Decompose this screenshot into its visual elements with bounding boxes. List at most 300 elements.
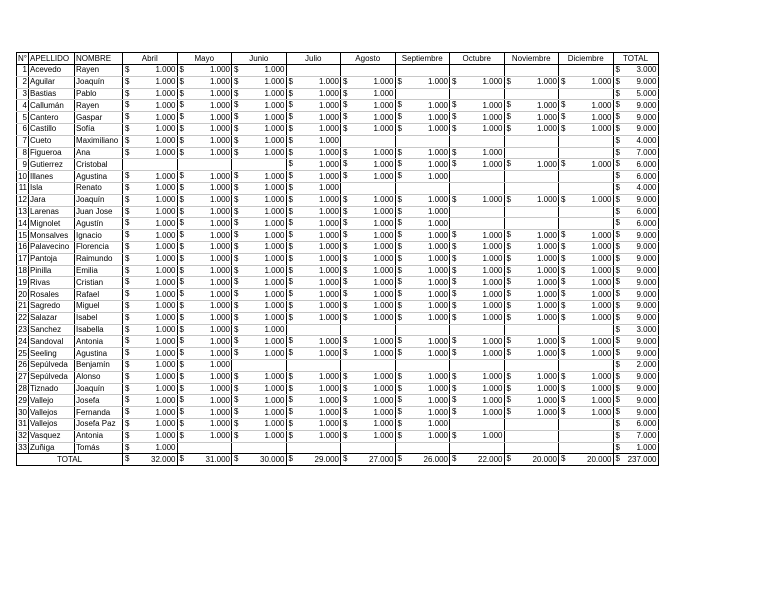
currency-sign: $: [343, 300, 348, 310]
month-amount: 1.000: [536, 277, 557, 287]
row-total-cell: [613, 277, 658, 289]
currency-sign: $: [561, 123, 566, 133]
month-cell: [123, 418, 178, 430]
month-amount: 1.000: [482, 254, 503, 264]
currency-sign: $: [288, 383, 293, 393]
month-amount: 1.000: [264, 218, 285, 228]
currency-sign: $: [288, 454, 293, 464]
currency-sign: $: [179, 418, 184, 428]
month-amount: 1.000: [482, 242, 503, 252]
month-cell: [395, 65, 450, 77]
currency-sign: $: [452, 336, 457, 346]
month-amount: 1.000: [155, 431, 176, 441]
month-amount: 1.000: [482, 336, 503, 346]
month-amount: 1.000: [264, 277, 285, 287]
month-amount: 1.000: [264, 65, 285, 75]
row-total-amount: 1.000: [636, 442, 657, 452]
month-cell: [504, 65, 559, 77]
row-total-cell: [613, 182, 658, 194]
month-amount: 1.000: [427, 431, 448, 441]
table-row: [17, 289, 659, 301]
currency-sign: $: [343, 206, 348, 216]
month-amount: 1.000: [264, 301, 285, 311]
month-cell: [450, 206, 505, 218]
month-amount: 1.000: [373, 242, 394, 252]
row-nombre: Ignacio: [75, 230, 123, 242]
month-cell: [559, 123, 614, 135]
row-total-amount: 9.000: [636, 124, 657, 134]
month-cell: [504, 277, 559, 289]
row-apellido: Castillo: [29, 123, 75, 135]
row-apellido: Illanes: [29, 171, 75, 183]
currency-sign: $: [234, 371, 239, 381]
month-cell: [123, 76, 178, 88]
currency-sign: $: [452, 76, 457, 86]
currency-sign: $: [125, 371, 130, 381]
month-cell: [341, 395, 396, 407]
month-amount: 1.000: [591, 100, 612, 110]
month-cell: [177, 407, 232, 419]
month-cell: [123, 312, 178, 324]
currency-sign: $: [506, 230, 511, 240]
month-cell: [559, 241, 614, 253]
currency-sign: $: [234, 277, 239, 287]
row-nombre: Raimundo: [75, 253, 123, 265]
row-total-amount: 7.000: [636, 431, 657, 441]
currency-sign: $: [125, 135, 130, 145]
month-cell: [450, 371, 505, 383]
currency-sign: $: [506, 371, 511, 381]
month-cell: [286, 171, 341, 183]
currency-sign: $: [125, 359, 130, 369]
currency-sign: $: [615, 171, 620, 181]
month-cell: [504, 230, 559, 242]
currency-sign: $: [561, 300, 566, 310]
month-amount: 1.000: [264, 195, 285, 205]
month-cell: [286, 159, 341, 171]
month-cell: [450, 100, 505, 112]
currency-sign: $: [506, 336, 511, 346]
currency-sign: $: [179, 241, 184, 251]
currency-sign: $: [179, 300, 184, 310]
month-cell: [450, 171, 505, 183]
table-row: [17, 159, 659, 171]
row-total-cell: [613, 418, 658, 430]
month-amount: 1.000: [209, 431, 230, 441]
month-cell: [341, 348, 396, 360]
row-total-amount: 2.000: [636, 360, 657, 370]
month-cell: [232, 289, 287, 301]
table-row: [17, 407, 659, 419]
month-amount: 1.000: [318, 171, 339, 181]
currency-sign: $: [125, 194, 130, 204]
month-cell: [559, 112, 614, 124]
month-cell: [123, 171, 178, 183]
month-cell: [395, 371, 450, 383]
currency-sign: $: [288, 407, 293, 417]
month-amount: 1.000: [591, 254, 612, 264]
month-amount: 1.000: [427, 230, 448, 240]
row-nombre: Rayen: [75, 65, 123, 77]
row-apellido: Vallejo: [29, 395, 75, 407]
header-month: Junio: [232, 53, 287, 65]
row-apellido: Aguilar: [29, 76, 75, 88]
month-cell: [286, 241, 341, 253]
currency-sign: $: [234, 253, 239, 263]
month-amount: 1.000: [264, 407, 285, 417]
month-amount: 1.000: [155, 372, 176, 382]
row-total-cell: [613, 324, 658, 336]
currency-sign: $: [615, 100, 620, 110]
currency-sign: $: [179, 76, 184, 86]
month-amount: 1.000: [209, 372, 230, 382]
month-amount: 1.000: [318, 183, 339, 193]
currency-sign: $: [397, 171, 402, 181]
currency-sign: $: [615, 194, 620, 204]
month-amount: 1.000: [482, 301, 503, 311]
currency-sign: $: [506, 300, 511, 310]
row-number: 32: [18, 431, 27, 441]
month-cell: [341, 112, 396, 124]
currency-sign: $: [179, 324, 184, 334]
table-row: [17, 241, 659, 253]
month-amount: 1.000: [373, 419, 394, 429]
month-cell: [559, 418, 614, 430]
currency-sign: $: [179, 277, 184, 287]
month-amount: 1.000: [318, 431, 339, 441]
month-cell: [341, 100, 396, 112]
header-total: TOTAL: [613, 53, 658, 65]
currency-sign: $: [288, 88, 293, 98]
month-amount: 1.000: [155, 88, 176, 98]
month-cell: [232, 218, 287, 230]
month-cell: [177, 135, 232, 147]
currency-sign: $: [452, 230, 457, 240]
month-amount: 1.000: [373, 372, 394, 382]
totals-row: [17, 454, 659, 466]
month-amount: 1.000: [591, 242, 612, 252]
month-cell: [559, 206, 614, 218]
total-amount: 26.000: [423, 454, 448, 464]
table-row: [17, 265, 659, 277]
month-amount: 1.000: [209, 218, 230, 228]
row-number: 33: [18, 442, 27, 452]
currency-sign: $: [125, 171, 130, 181]
month-amount: 1.000: [427, 124, 448, 134]
currency-sign: $: [179, 135, 184, 145]
month-cell: [559, 182, 614, 194]
currency-sign: $: [234, 312, 239, 322]
month-amount: 1.000: [591, 372, 612, 382]
month-amount: 1.000: [318, 277, 339, 287]
currency-sign: $: [179, 218, 184, 228]
month-cell: [395, 171, 450, 183]
month-amount: 1.000: [264, 289, 285, 299]
currency-sign: $: [125, 312, 130, 322]
month-cell: [450, 418, 505, 430]
currency-sign: $: [288, 135, 293, 145]
month-cell: [177, 241, 232, 253]
row-nombre: Juan Jose: [75, 206, 123, 218]
total-cell: [504, 454, 559, 466]
currency-sign: $: [397, 241, 402, 251]
month-cell: [504, 312, 559, 324]
month-cell: [395, 194, 450, 206]
row-total-amount: 9.000: [636, 265, 657, 275]
currency-sign: $: [615, 383, 620, 393]
month-amount: 1.000: [155, 124, 176, 134]
month-cell: [450, 289, 505, 301]
row-nombre: Agustín: [75, 218, 123, 230]
row-apellido: Pantoja: [29, 253, 75, 265]
month-cell: [232, 230, 287, 242]
row-total-cell: [613, 241, 658, 253]
table-row: [17, 123, 659, 135]
row-total-cell: [613, 206, 658, 218]
table-row: [17, 135, 659, 147]
row-apellido: Vallejos: [29, 407, 75, 419]
month-amount: 1.000: [373, 124, 394, 134]
month-amount: 1.000: [209, 100, 230, 110]
row-total-amount: 9.000: [636, 230, 657, 240]
currency-sign: $: [397, 430, 402, 440]
month-amount: 1.000: [155, 383, 176, 393]
month-amount: 1.000: [155, 147, 176, 157]
month-amount: 1.000: [209, 407, 230, 417]
currency-sign: $: [615, 65, 620, 74]
month-amount: 1.000: [536, 124, 557, 134]
month-amount: 1.000: [318, 124, 339, 134]
month-cell: [341, 65, 396, 77]
currency-sign: $: [343, 123, 348, 133]
currency-sign: $: [179, 371, 184, 381]
row-number: 26: [18, 360, 27, 370]
month-cell: [504, 182, 559, 194]
month-cell: [232, 241, 287, 253]
row-nombre: Antonia: [75, 430, 123, 442]
header-apellido: APELLIDO: [29, 53, 75, 65]
month-cell: [395, 348, 450, 360]
table-row: [17, 147, 659, 159]
row-nombre: Miguel: [75, 300, 123, 312]
total-cell: [286, 454, 341, 466]
month-amount: 1.000: [482, 372, 503, 382]
currency-sign: $: [234, 289, 239, 299]
row-number: 16: [18, 242, 27, 252]
row-nombre: Isabella: [75, 324, 123, 336]
currency-sign: $: [125, 182, 130, 192]
currency-sign: $: [125, 265, 130, 275]
month-cell: [286, 407, 341, 419]
currency-sign: $: [234, 76, 239, 86]
currency-sign: $: [506, 383, 511, 393]
month-amount: 1.000: [318, 242, 339, 252]
row-number: 3: [17, 88, 29, 100]
month-cell: [286, 265, 341, 277]
month-cell: [341, 371, 396, 383]
row-apellido: Monsalves: [29, 230, 75, 242]
month-cell: [123, 359, 178, 371]
month-cell: [450, 112, 505, 124]
month-amount: 1.000: [264, 395, 285, 405]
currency-sign: $: [179, 395, 184, 405]
month-cell: [232, 206, 287, 218]
month-cell: [286, 182, 341, 194]
currency-sign: $: [615, 300, 620, 310]
month-cell: [395, 300, 450, 312]
month-cell: [232, 359, 287, 371]
month-cell: [123, 348, 178, 360]
currency-sign: $: [234, 206, 239, 216]
currency-sign: $: [452, 194, 457, 204]
month-amount: 1.000: [209, 112, 230, 122]
row-total-cell: [613, 112, 658, 124]
row-nombre: Joaquín: [75, 194, 123, 206]
currency-sign: $: [343, 218, 348, 228]
month-cell: [123, 407, 178, 419]
row-total-amount: 9.000: [636, 242, 657, 252]
row-total-cell: [613, 371, 658, 383]
month-cell: [123, 277, 178, 289]
currency-sign: $: [179, 336, 184, 346]
month-cell: [341, 336, 396, 348]
header-num: N°: [18, 53, 27, 63]
table-row: [17, 218, 659, 230]
currency-sign: $: [179, 123, 184, 133]
month-amount: 1.000: [155, 395, 176, 405]
row-total-amount: 5.000: [636, 88, 657, 98]
month-cell: [341, 277, 396, 289]
row-total-cell: [613, 359, 658, 371]
currency-sign: $: [179, 182, 184, 192]
month-amount: 1.000: [209, 77, 230, 87]
row-apellido: Salazar: [29, 312, 75, 324]
month-amount: 1.000: [427, 100, 448, 110]
row-nombre: Tomás: [75, 442, 123, 454]
month-cell: [559, 289, 614, 301]
row-total-amount: 9.000: [636, 277, 657, 287]
currency-sign: $: [397, 123, 402, 133]
currency-sign: $: [343, 277, 348, 287]
currency-sign: $: [234, 418, 239, 428]
month-cell: [504, 206, 559, 218]
currency-sign: $: [343, 454, 348, 464]
month-cell: [177, 171, 232, 183]
currency-sign: $: [506, 407, 511, 417]
month-amount: 1.000: [264, 112, 285, 122]
month-cell: [286, 395, 341, 407]
row-total-amount: 4.000: [636, 136, 657, 146]
currency-sign: $: [397, 383, 402, 393]
month-cell: [177, 383, 232, 395]
table-row: [17, 171, 659, 183]
row-nombre: Agustina: [75, 171, 123, 183]
month-amount: 1.000: [209, 383, 230, 393]
month-cell: [395, 312, 450, 324]
month-amount: 1.000: [209, 289, 230, 299]
month-amount: 1.000: [482, 147, 503, 157]
month-cell: [450, 407, 505, 419]
month-cell: [286, 418, 341, 430]
month-cell: [504, 100, 559, 112]
total-cell: [395, 454, 450, 466]
month-cell: [504, 218, 559, 230]
row-total-amount: 6.000: [636, 171, 657, 181]
month-amount: 1.000: [536, 112, 557, 122]
row-total-amount: 4.000: [636, 183, 657, 193]
month-amount: 1.000: [318, 230, 339, 240]
currency-sign: $: [179, 289, 184, 299]
currency-sign: $: [452, 454, 457, 464]
month-cell: [395, 100, 450, 112]
currency-sign: $: [615, 442, 620, 452]
row-apellido: Rosales: [29, 289, 75, 301]
row-total-cell: [613, 159, 658, 171]
table-row: [17, 194, 659, 206]
month-amount: 1.000: [427, 395, 448, 405]
table-row: [17, 100, 659, 112]
month-cell: [232, 348, 287, 360]
row-nombre: Benjamín: [75, 359, 123, 371]
month-amount: 1.000: [155, 171, 176, 181]
month-cell: [286, 300, 341, 312]
month-amount: 1.000: [373, 431, 394, 441]
row-total-cell: [613, 348, 658, 360]
currency-sign: $: [234, 336, 239, 346]
month-cell: [559, 171, 614, 183]
month-cell: [232, 112, 287, 124]
month-cell: [504, 348, 559, 360]
table-row: [17, 76, 659, 88]
row-nombre: Fernanda: [75, 407, 123, 419]
row-number: 18: [18, 265, 27, 275]
currency-sign: $: [615, 395, 620, 405]
month-amount: 1.000: [209, 313, 230, 323]
month-cell: [232, 88, 287, 100]
month-cell: [123, 253, 178, 265]
month-amount: 1.000: [318, 206, 339, 216]
month-amount: 1.000: [209, 171, 230, 181]
month-cell: [123, 194, 178, 206]
currency-sign: $: [397, 230, 402, 240]
currency-sign: $: [343, 407, 348, 417]
month-amount: 1.000: [209, 277, 230, 287]
currency-sign: $: [343, 253, 348, 263]
month-amount: 1.000: [318, 383, 339, 393]
month-amount: 1.000: [536, 372, 557, 382]
month-cell: [504, 430, 559, 442]
month-cell: [232, 65, 287, 77]
month-amount: 1.000: [536, 265, 557, 275]
month-cell: [559, 336, 614, 348]
row-apellido: Vallejos: [29, 418, 75, 430]
month-cell: [232, 324, 287, 336]
month-cell: [559, 230, 614, 242]
row-total-amount: 7.000: [636, 147, 657, 157]
row-nombre: Cristian: [75, 277, 123, 289]
month-amount: 1.000: [536, 289, 557, 299]
month-cell: [177, 336, 232, 348]
month-cell: [504, 112, 559, 124]
month-cell: [123, 371, 178, 383]
row-number: 12: [18, 195, 27, 205]
month-cell: [450, 230, 505, 242]
row-apellido: Bastias: [29, 88, 75, 100]
month-amount: 1.000: [318, 313, 339, 323]
currency-sign: $: [288, 112, 293, 122]
month-cell: [123, 218, 178, 230]
currency-sign: $: [397, 418, 402, 428]
